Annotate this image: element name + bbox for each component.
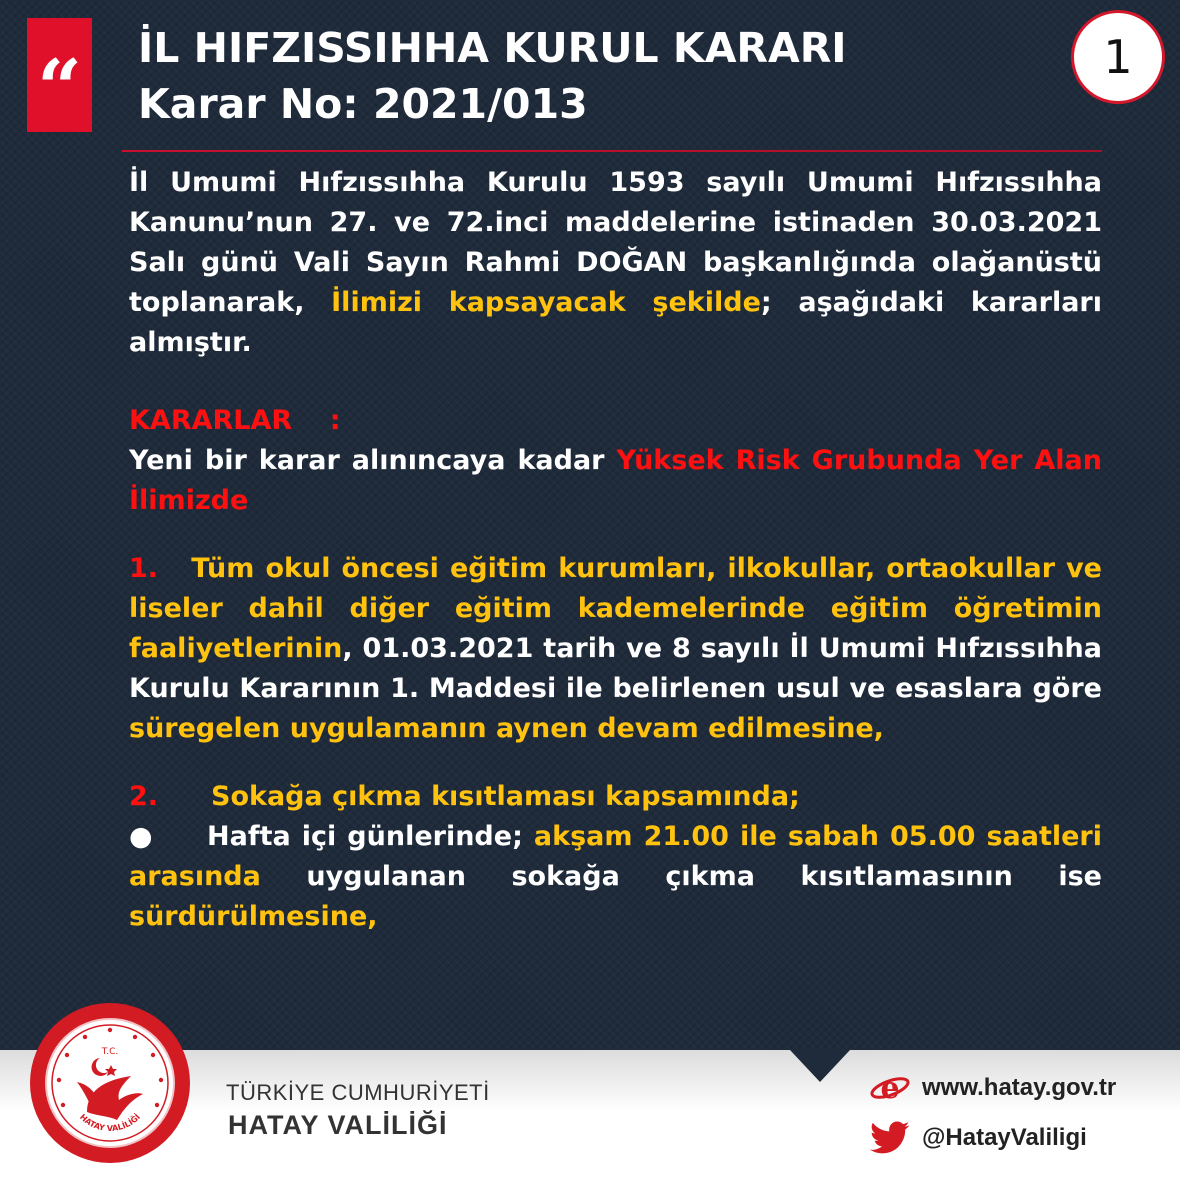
title-line-1: İL HIFZISSIHHA KURUL KARARI (138, 24, 847, 72)
title-divider (122, 150, 1102, 152)
bullet-icon: ● (129, 821, 153, 852)
decisions-lead: Yeni bir karar alınıncaya kadar Yüksek Risk Grubunda Yer Alan İlimizde (129, 445, 1103, 516)
decision-item-2-bullet: ● Hafta içi günlerinde; akşam 21.00 ile sabah 05.00 saatleri arasında uygulanan sokağa çıkma kısıtlamasının ise sürdürülmesine, (129, 817, 1102, 937)
item-1-highlight-1: Tüm okul öncesi eğitim kurumları, ilkokullar, ortaokullar ve liseler dahil diğer eğitim kademelerinde eğitim öğretimin faaliyetlerinin (129, 553, 1112, 664)
curfew-continue: sürdürülmesine, (129, 901, 378, 932)
website-text: www.hatay.gov.tr (922, 1074, 1117, 1101)
quote-mark-box (27, 18, 92, 132)
decision-body (129, 163, 1112, 937)
intro-paragraph: İl Umumi Hıfzıssıhha Kurulu 1593 sayılı Umumi Hıfzıssıhha Kanunu’nun 27. ve 72.inci maddelerine istinaden 30.03.2021 Salı günü Vali Sayın Rahmi DOĞAN başkanlığında olağanüstü toplanarak, İlimizi kapsayacak şekilde; aşağıdaki kararları almıştır. (129, 167, 1102, 358)
decision-item-2-heading: 2. Sokağa çıkma kısıtlaması kapsamında; (129, 777, 1102, 817)
hatay-valiligi-seal-logo (30, 1003, 190, 1163)
quote-mark-icon: “ (37, 43, 82, 134)
svg-text:T.C.: T.C. (101, 1047, 119, 1057)
twitter-handle: @HatayValiligi (922, 1124, 1087, 1151)
seal-emblem-icon (47, 1020, 173, 1146)
page-title (138, 20, 1038, 132)
footer-notch (790, 1050, 850, 1082)
twitter-link[interactable] (868, 1118, 1087, 1158)
intro-highlight: İlimizi kapsayacak şekilde (331, 287, 761, 318)
decisions-heading: KARARLAR : (129, 405, 341, 436)
item-1-highlight-2: süregelen uygulamanın aynen devam edilmesine, (129, 713, 884, 744)
title-line-2: Karar No: 2021/013 (138, 80, 588, 128)
item-2-number: 2. (129, 781, 159, 812)
lead-highlight: Yüksek Risk Grubunda Yer Alan İlimizde (129, 445, 1103, 516)
curfew-hours: akşam 21.00 ile sabah 05.00 saatleri arasında (129, 821, 1102, 892)
svg-text:HATAY VALİLİĞİ: HATAY VALİLİĞİ (78, 1112, 142, 1134)
page-number-badge: 1 (1071, 10, 1165, 104)
browser-icon (868, 1068, 912, 1108)
website-link[interactable] (868, 1068, 1116, 1108)
org-name-line-1: TÜRKİYE CUMHURİYETİ (226, 1080, 490, 1105)
decision-item-1: 1. Tüm okul öncesi eğitim kurumları, ilkokullar, ortaokullar ve liseler dahil diğer eğitim kademelerinde eğitim öğretimin faaliyetlerinin, 01.03.2021 tarih ve 8 sayılı İl Umumi Hıfzıssıhha Kurulu Kararının 1. Maddesi ile belirlenen usul ve esaslara göre süregelen uygulamanın aynen devam edilmesine, (129, 549, 1102, 749)
org-name-line-2: HATAY VALİLİĞİ (228, 1110, 448, 1140)
twitter-icon (868, 1118, 912, 1158)
svg-text:e: e (880, 1071, 900, 1106)
item-1-number: 1. (129, 553, 159, 584)
